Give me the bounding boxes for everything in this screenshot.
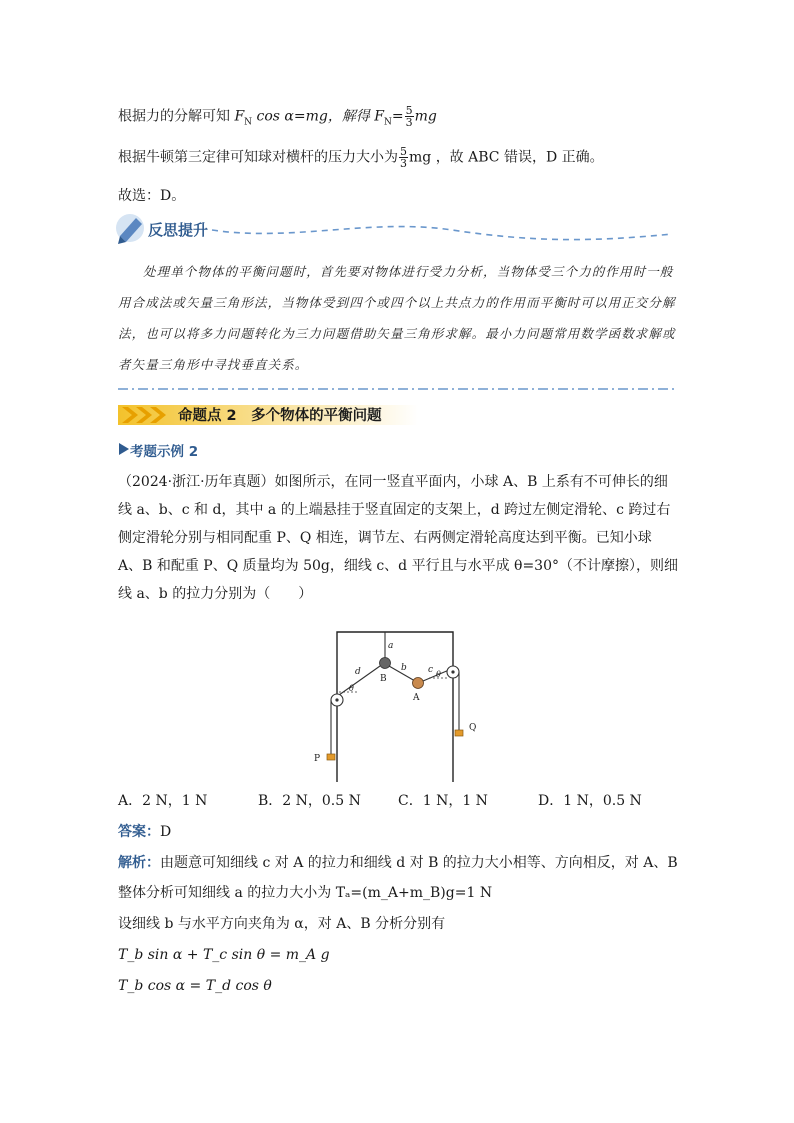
equals-sign: = — [391, 108, 404, 125]
label-d: d — [355, 667, 361, 677]
solution-line-3: 故选：D。 — [118, 188, 186, 204]
subscript-N: N — [244, 117, 253, 128]
analysis-text-1: 由题意可知细线 c 对 A 的拉力和细线 d 对 B 的拉力大小相等、方向相反，对 A、B — [160, 855, 678, 871]
reflect-title: 反思提升 — [148, 221, 209, 239]
subscript-N: N — [384, 117, 392, 128]
example-label: 考题示例 2 — [130, 444, 199, 460]
option-D: D．1 N，0.5 N — [538, 793, 642, 809]
fraction — [399, 146, 408, 169]
label-Q: Q — [469, 723, 477, 733]
analysis-line-5: T_b cos α = T_d cos θ — [118, 978, 272, 994]
analysis-line-4: T_b sin α + T_c sin θ = m_A g — [118, 947, 330, 963]
analysis-label: 解析： — [118, 855, 160, 871]
formula-F: F — [234, 108, 245, 125]
pencil-icon — [116, 214, 144, 244]
reflect-body: 处理单个物体的平衡问题时，首先要对物体进行受力分析，当物体受三个力的作用时一般用合成法或矢量三角形法，当物体受到四个或四个以上共点力的作用而平衡时可以用正交分解法，也可以将多力问题转化为三力问题借助矢量三角形求解。最小力问题常用数学函数求解或者矢量三角形中寻找垂直关系。 — [118, 264, 676, 372]
section-divider — [118, 386, 678, 392]
label-theta-left: θ — [349, 684, 354, 693]
label-a: a — [388, 641, 394, 651]
problem-text: （2024·浙江·历年真题）如图所示，在同一竖直平面内，小球 A、B 上系有不可伸长的细线 a、b、c 和 d，其中 a 的上端悬挂于竖直固定的支架上，d 跨过左侧定滑轮、c 跨过右侧定滑轮分别与相同配重 P、Q 相连，调节左、右两侧定滑轮高度达到平衡。已知小球 A、B 和配重 P、Q 质量均为 50g，细线 c、d 平行且与水平成 θ=30°（不计摩擦），则细线 a、b 的拉力分别为（ ） — [118, 474, 678, 602]
solution-line-1 — [118, 105, 437, 132]
text-segment: cos α=mg，解得 F — [252, 108, 384, 125]
fraction-numerator: 5 — [400, 145, 407, 158]
answer-value: D — [160, 824, 172, 840]
fraction-denominator: 3 — [400, 157, 407, 170]
answer-label: 答案： — [118, 824, 160, 840]
label-P: P — [314, 754, 321, 764]
label-b: b — [401, 663, 407, 673]
option-B: B．2 N，0.5 N — [258, 793, 361, 809]
text-segment: mg ，故 ABC 错误，D 正确。 — [409, 149, 604, 166]
fraction-denominator: 3 — [405, 116, 413, 129]
label-c: c — [428, 665, 434, 675]
solution-line-2 — [118, 146, 604, 169]
analysis-line-3: 设细线 b 与水平方向夹角为 α，对 A、B 分析分别有 — [118, 916, 446, 932]
play-triangle-icon — [118, 442, 130, 456]
physics-diagram — [305, 626, 485, 784]
answer-line — [118, 822, 171, 842]
analysis-line-1 — [118, 853, 678, 873]
label-B: B — [380, 674, 387, 684]
support-frame — [337, 632, 453, 782]
text-segment: mg — [414, 108, 437, 125]
label-theta-right: θ — [436, 670, 441, 679]
fraction — [405, 105, 414, 128]
weight-P — [327, 754, 335, 760]
label-A: A — [413, 693, 420, 703]
text-segment: 根据力的分解可知 — [118, 108, 235, 125]
topic-title: 命题点 2 多个物体的平衡问题 — [178, 408, 382, 424]
option-C: C．1 N，1 N — [398, 793, 488, 809]
text-segment: 根据牛顿第三定律可知球对横杆的压力大小为 — [118, 149, 398, 166]
option-A: A．2 N，1 N — [118, 793, 208, 809]
ball-A — [413, 678, 424, 689]
fraction-numerator: 5 — [405, 104, 413, 117]
weight-Q — [455, 730, 463, 736]
ball-B — [380, 658, 391, 669]
analysis-line-2: 整体分析可知细线 a 的拉力大小为 Tₐ=(m_A+m_B)g=1 N — [118, 885, 493, 901]
wavy-dashed-line — [212, 227, 672, 240]
